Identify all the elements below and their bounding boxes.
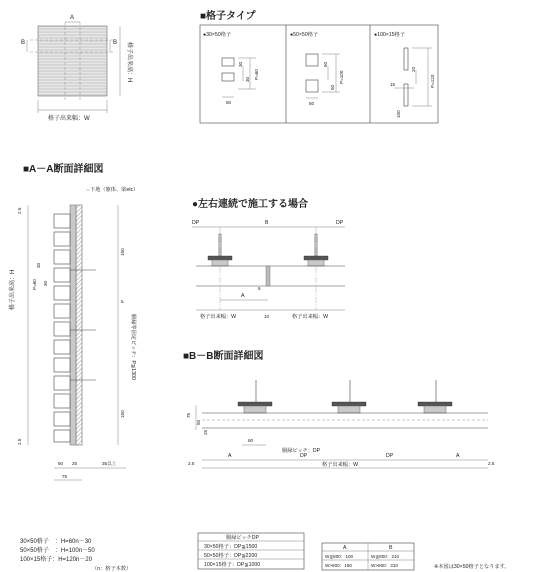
bb-dim-dp-2: DP: [386, 453, 394, 459]
aa-dim-p: P: [120, 299, 125, 303]
type1-bottom: 50: [226, 100, 232, 105]
elevation-width-label: 格子出来幅：W: [48, 116, 90, 122]
ab-r2-a: W>800：150: [325, 563, 352, 568]
lattice-panel: [38, 26, 107, 96]
pitch-row-3: 100×15格子：DP≦1000: [204, 562, 261, 568]
elevation-dim-b-right: B: [113, 40, 118, 46]
type-50x50-label: ●50×50格子: [290, 32, 319, 38]
formula-note: （n：格子本数）: [92, 566, 132, 572]
type2-bottom: 50: [309, 101, 315, 106]
elevation-dim-a: A: [70, 15, 75, 21]
base-wall: [76, 205, 82, 445]
bb-width-label: 格子出来幅：W: [322, 462, 359, 468]
ab-r1-a: W≦800：100: [325, 554, 354, 559]
type3-pitch: P=120: [430, 74, 435, 88]
type1-d1: 30: [238, 61, 243, 67]
ab-r2-b: W>800：310: [371, 563, 398, 568]
aa-height-label: 格子出来高：H: [10, 269, 16, 310]
section-bb: [183, 349, 495, 468]
aa-dim-top-2-5: 2.5: [17, 207, 22, 214]
lattice-types: [200, 9, 438, 123]
section-bb-title: ■B－B断面詳細図: [183, 351, 264, 362]
aa-dim-30b: 30: [43, 280, 48, 286]
ab-col-b: B: [389, 545, 393, 551]
base-note: 下地（躯体、梁etc）: [90, 187, 139, 193]
type2-d2: 50: [330, 84, 335, 90]
cont-width-right: 格子出来幅：W: [292, 314, 329, 320]
cont-dp-left: DP: [192, 220, 200, 226]
bb-pitch-label: 胴縁ピッチ：DP: [282, 448, 321, 454]
cont-width-left: 格子出来幅：W: [200, 314, 237, 320]
elevation-dim-b-left: B: [21, 40, 26, 46]
type3-bottom: 100: [396, 110, 401, 118]
pitch-table-header: 胴縁ピッチDP: [226, 535, 259, 541]
type-100x15-label: ●100×15格子: [374, 32, 405, 38]
pitch-table: [198, 533, 304, 569]
cont-dim-6: 6: [258, 286, 261, 291]
joint-gap: [266, 266, 270, 286]
ab-r1-b: W≦800：210: [371, 554, 400, 559]
formula-3: 100×15格子：H=120n－20: [20, 557, 93, 563]
bb-dim-75: 75: [186, 412, 191, 418]
aa-dim-150-top: 150: [120, 248, 125, 256]
cont-gap: 10: [264, 314, 270, 319]
aa-dim-bottom-2-5: 2.5: [17, 438, 22, 445]
section-aa-title: ■A－A断面詳細図: [23, 164, 104, 175]
slat-stack: [54, 214, 70, 442]
formula-1: 30×50格子 ：H=60n－30: [20, 539, 92, 545]
type1-pitch: P=60: [254, 69, 259, 80]
type3-d1: 20: [411, 66, 416, 72]
type2-d1: 50: [323, 61, 328, 67]
lattice-types-title: ■格子タイプ: [200, 11, 256, 22]
cont-b: B: [265, 220, 269, 226]
bb-dim-25: 25: [203, 429, 208, 435]
pitch-row-2: 50×50格子：DP≦2200: [204, 553, 258, 559]
type-30x50-label: ●30×50格子: [203, 32, 232, 38]
aa-fixing-label: 胴縁等固定ピッチ：P≦1300: [130, 314, 136, 380]
formula-2: 50×50格子 ：H=100n－50: [20, 548, 95, 554]
bb-dim-dp-1: DP: [300, 453, 308, 459]
bb-dim-2-5-right: 2.5: [488, 461, 495, 466]
bb-dim-2-5-left: 2.5: [188, 461, 195, 466]
continuous-install: [192, 197, 345, 320]
bb-dim-a-left: A: [228, 453, 232, 459]
type1-d2: 30: [245, 76, 250, 82]
section-aa: [8, 162, 138, 480]
aa-dim-50: 50: [58, 461, 64, 466]
elevation-height-label: 格子出来高：H: [126, 42, 132, 83]
ab-table: [322, 543, 414, 570]
type3-side: 15: [390, 82, 396, 87]
furring-runner: [70, 205, 76, 445]
bb-dim-a-right: A: [456, 453, 460, 459]
ab-col-a: A: [343, 545, 347, 551]
aa-dim-30a: 30: [36, 262, 41, 268]
aa-dim-150-bottom: 150: [120, 410, 125, 418]
formulas: [20, 537, 131, 572]
cont-dim-a: A: [241, 293, 245, 299]
continuous-title: ●左右連続で施工する場合: [192, 199, 309, 210]
cont-dp-right: DP: [336, 220, 344, 226]
aa-dim-75: 75: [62, 474, 68, 479]
pitch-row-1: 30×50格子：DP≦1500: [204, 544, 258, 550]
elevation-view: [21, 15, 134, 122]
aa-dim-25: 25: [72, 461, 78, 466]
footnote: ※本図は30×50格子となります。: [434, 564, 510, 570]
aa-dim-35: 35以上: [102, 461, 117, 466]
type2-pitch: P=100: [339, 70, 344, 84]
aa-dim-pitch60: P=60: [32, 279, 37, 290]
bb-dim-60: 60: [248, 438, 254, 443]
bb-dim-50: 50: [196, 419, 201, 425]
lattice-types-box: [200, 25, 438, 123]
